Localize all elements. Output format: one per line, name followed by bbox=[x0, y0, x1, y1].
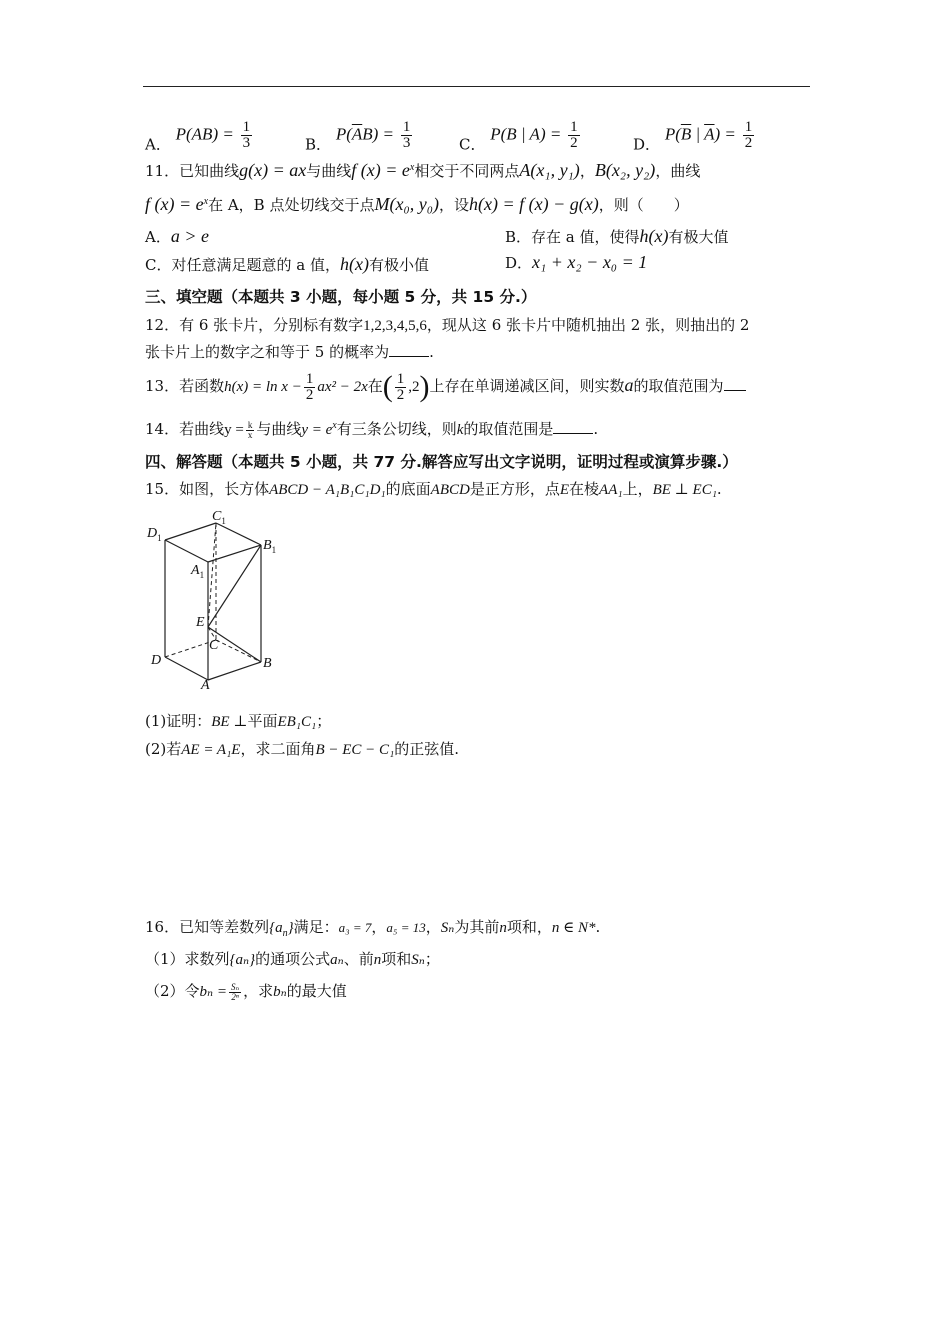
q10-option-c: C． P(B | A) = $\frac{1}{2}$ bbox=[459, 119, 578, 154]
q15-part2: (2)若AE = A₁E，求二面角B − EC − C₁的正弦值. bbox=[145, 740, 460, 758]
edge-C1B1 bbox=[216, 523, 261, 545]
label-B1: $B_1$ bbox=[263, 538, 277, 555]
q11-option-d: D．x₁ + x₂ − x₀ = 1 bbox=[505, 252, 648, 272]
q16-part2: （2）令bₙ = $\frac{\text{Sₙ}}{\text{2ⁿ}}$ ，求bₙ的最大值 bbox=[145, 981, 347, 1002]
q10-option-b: B． $P(\overline{A}B)$ = $\frac{1}{3}$ bbox=[305, 119, 411, 154]
label-E: E bbox=[196, 615, 205, 630]
q15-part1: (1)证明：BE ⊥平面EB₁C₁； bbox=[145, 712, 332, 730]
q11-option-a: A．a > e bbox=[145, 226, 209, 246]
answer-blank[interactable] bbox=[724, 377, 746, 391]
q11-line2: f $(x) = e^x$在 A，B 点处切线交于点M(x₀, y₀)，设h(x) = f (x) − g(x)，则（ ） bbox=[145, 194, 689, 214]
q10-option-a: A． P(AB) = $\frac{1}{3}$ bbox=[145, 119, 251, 154]
q13-line: 13．若函数h(x) = ln x − $\frac{1}{2}$ ax² − 2x在( $\frac{1}{2}$ ,2)上存在单调递减区间，则实数a的取值范围为 bbox=[145, 370, 746, 404]
section-4-heading: 四、解答题（本题共 5 小题，共 77 分.解答应写出文字说明，证明过程或演算步骤.） bbox=[145, 453, 738, 471]
q14-line: 14．若曲线y = $\frac{k}{x}$ 与曲线$y = e^x$有三条公切线，则k的取值范围是 . bbox=[145, 419, 599, 440]
q11-line1: 11．已知曲线g(x) = ax与曲线f $(x) = e^x$相交于不同两点A(x₁, y₁)，B(x₂, y₂)，曲线 bbox=[145, 160, 701, 180]
q11-option-b: B．存在 a 值，使得h(x)有极大值 bbox=[505, 226, 729, 246]
q15-intro: 15．如图，长方体ABCD − A₁B₁C₁D₁的底面ABCD是正方形，点E在棱AA₁上，BE ⊥ EC₁. bbox=[145, 480, 722, 498]
label-A1: $A_1$ bbox=[191, 563, 205, 580]
label-D: D bbox=[151, 653, 162, 668]
label-B: B bbox=[263, 656, 272, 671]
q12-line2: 张卡片上的数字之和等于 5 的概率为 . bbox=[145, 343, 434, 361]
segment-EC1-hidden bbox=[208, 523, 216, 627]
q12-line1: 12．有 6 张卡片，分别标有数字1,2,3,4,5,6，现从这 6 张卡片中随机抽出 2 张，则抽出的 2 bbox=[145, 316, 750, 334]
answer-blank[interactable] bbox=[553, 420, 593, 434]
q10-option-d: D． $P(\overline{B}$ | $\overline{A}$) = $\frac{1}{2}$ bbox=[633, 119, 753, 154]
label-C1: $C_1$ bbox=[212, 509, 226, 526]
label-A: A bbox=[201, 678, 210, 693]
label-C: C bbox=[209, 638, 219, 653]
edge-A1D1 bbox=[165, 540, 208, 562]
q16-intro: 16．已知等差数列$\{a_n\}$满足：a₃ = 7，a₅ = 13，Sₙ为其前n项和，n ∈ N*. bbox=[145, 918, 601, 939]
edge-CB-hidden bbox=[216, 640, 261, 662]
q16-part1: （1）求数列{aₙ}的通项公式aₙ、前n项和Sₙ； bbox=[145, 950, 440, 968]
edge-DA bbox=[165, 657, 208, 680]
edge-AB bbox=[208, 662, 261, 680]
section-3-heading: 三、填空题（本题共 3 小题，每小题 5 分，共 15 分.） bbox=[145, 288, 537, 306]
edge-D1C1 bbox=[165, 523, 216, 540]
header-rule bbox=[143, 86, 810, 87]
q11-option-c: C．对任意满足题意的 a 值，h(x)有极小值 bbox=[145, 254, 429, 274]
label-D1: $D_1$ bbox=[147, 526, 162, 543]
answer-blank[interactable] bbox=[389, 343, 429, 357]
